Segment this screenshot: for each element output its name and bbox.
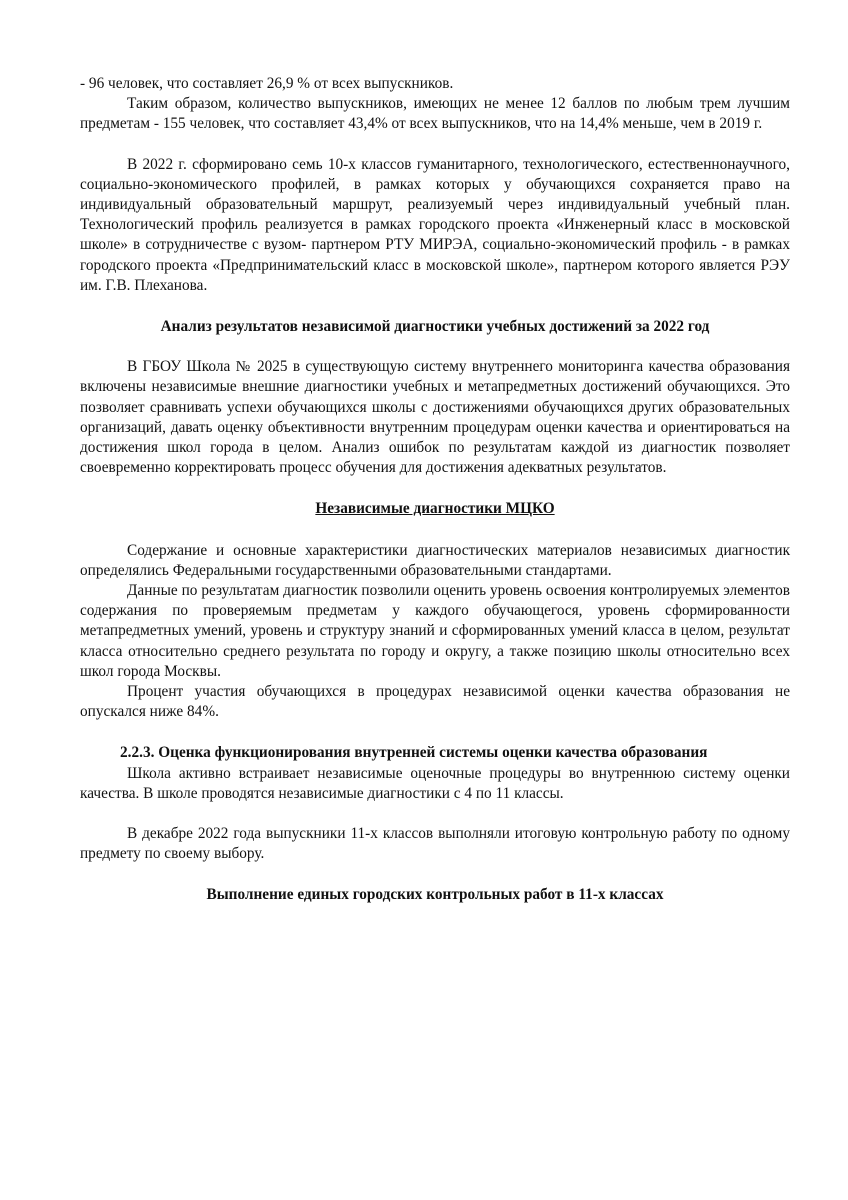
heading-city-tests-11th-grade: Выполнение единых городских контрольных работ в 11-х классах — [206, 885, 664, 903]
heading-mcko-diagnostics — [80, 499, 790, 519]
paragraph-participation-percent: Процент участия обучающихся в процедурах независимой оценки качества образования не опускался ниже 84%. — [80, 683, 790, 721]
paragraph-profile-classes: В 2022 г. сформировано семь 10-х классов гуманитарного, технологического, естественнонаучного, социально-экономического профилей, в рамках которых у обучающихся сохраняется право на индивидуальный образовательный маршрут, реализуемый через индивидуальный учебный план. Технологический профиль реализуется в рамках городского проекта «Инженерный класс в московской школе» в сотрудничестве с вузом- партнером РТУ МИРЭА, социально-экономический профиль - в рамках городского проекта «Предпринимательский класс в московской школе», партнером которого является РЭУ им. Г.В. Плеханова. — [80, 155, 790, 294]
heading-independent-diagnostics-analysis: Анализ результатов независимой диагностики учебных достижений за 2022 год — [160, 318, 710, 336]
heading-internal-quality-assessment: 2.2.3. Оценка функционирования внутренней системы оценки качества образования — [120, 744, 708, 762]
paragraph-graduates-count: - 96 человек, что составляет 26,9 % от всех выпускников. — [80, 75, 454, 92]
paragraph-diagnostics-content: Содержание и основные характеристики диагностических материалов независимых диагностик определялись Федеральными государственными образовательными стандартами. — [80, 541, 790, 579]
document-page — [80, 74, 790, 905]
paragraph-december-test: В декабре 2022 года выпускники 11-х классов выполняли итоговую контрольную работу по одному предмету по своему выбору. — [80, 825, 790, 863]
heading-mcko-diagnostics-text: Независимые диагностики МЦКО — [315, 500, 555, 518]
paragraph-monitoring-system: В ГБОУ Школа № 2025 в существующую систему внутреннего мониторинга качества образования включены независимые внешние диагностики учебных и метапредметных достижений обучающихся. Это позволяет сравнивать успехи обучающихся школы с достижениями обучающихся других образовательных организаций, давать оценку объективности внутренним процедурам оценки качества и ориентироваться на достижения школ города в целом. Анализ ошибок по результатам каждой из диагностик позволяет своевременно корректировать процесс обучения для достижения адекватных результатов. — [80, 358, 790, 477]
paragraph-graduates-summary: Таким образом, количество выпускников, имеющих не менее 12 баллов по любым трем лучшим предметам - 155 человек, что составляет 43,4% от всех выпускников, что на 14,4% меньше, чем в 2019 г. — [80, 95, 790, 133]
paragraph-independent-procedures: Школа активно встраивает независимые оценочные процедуры во внутреннюю систему оценки качества. В школе проводятся независимые диагностики с 4 по 11 классы. — [80, 764, 790, 802]
paragraph-diagnostics-results: Данные по результатам диагностик позволили оценить уровень освоения контролируемых элементов содержания по проверяемым предметам у каждого обучающегося, уровень сформированности метапредметных умений, уровень и структуру знаний и сформированных умений класса в целом, результат класса относительно среднего результата по городу и округу, а также позицию школы относительно всех школ города Москвы. — [80, 582, 790, 680]
